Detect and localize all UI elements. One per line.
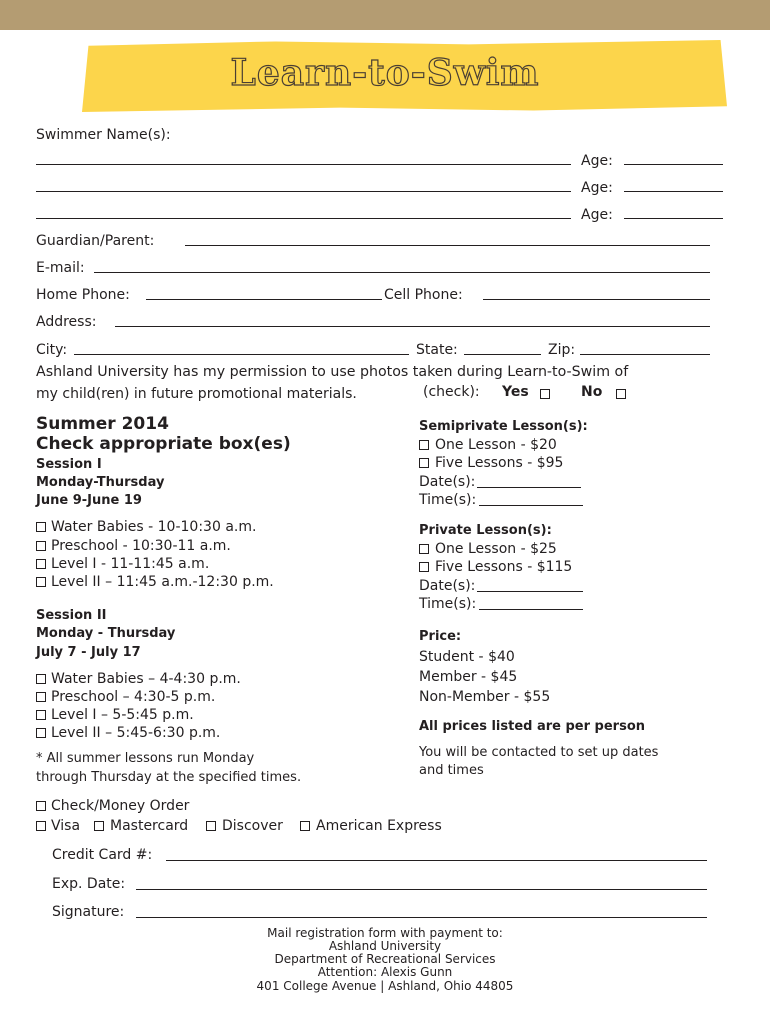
photo-permission-no-checkbox[interactable] [616, 389, 626, 399]
credit-card-label: Credit Card #: [52, 847, 153, 863]
permission-text-line2: my child(ren) in future promotional materials. [36, 386, 357, 402]
session1-level1-checkbox[interactable] [36, 559, 46, 569]
private-times-label: Time(s): [419, 596, 477, 612]
per-person-note: All prices listed are per person [419, 719, 646, 734]
semiprivate-option-label: One Lesson - $20 [435, 437, 557, 453]
semiprivate-dates-field[interactable] [477, 487, 581, 488]
cell-phone-label: Cell Phone: [384, 287, 463, 303]
state-label: State: [416, 342, 458, 358]
city-label: City: [36, 342, 68, 358]
credit-card-field[interactable] [166, 860, 707, 861]
private-dates-label: Date(s): [419, 578, 476, 594]
swimmer-names-label: Swimmer Name(s): [36, 127, 171, 143]
session1-title: Session I [36, 457, 102, 472]
semiprivate-dates-label: Date(s): [419, 474, 476, 490]
cell-phone-field[interactable] [483, 299, 710, 300]
private-times-field[interactable] [479, 609, 583, 610]
session1-class-label: Water Babies - 10-10:30 a.m. [51, 519, 257, 535]
age-field-2[interactable] [624, 191, 723, 192]
mastercard-checkbox[interactable] [94, 821, 104, 831]
home-phone-field[interactable] [146, 299, 382, 300]
age-label-2: Age: [581, 180, 613, 196]
age-field-3[interactable] [624, 218, 723, 219]
mailing-attention: Attention: Alexis Gunn [317, 965, 453, 979]
email-label: E-mail: [36, 260, 85, 276]
address-label: Address: [36, 314, 97, 330]
session1-class-label: Level II – 11:45 a.m.-12:30 p.m. [51, 574, 274, 590]
swimmer-name-field-3[interactable] [36, 218, 571, 219]
session1-days: Monday-Thursday [36, 475, 165, 490]
visa-checkbox[interactable] [36, 821, 46, 831]
check-money-order-label: Check/Money Order [51, 798, 190, 814]
session1-water-babies-checkbox[interactable] [36, 522, 46, 532]
private-title: Private Lesson(s): [419, 523, 552, 538]
session2-class-label: Water Babies – 4-4:30 p.m. [51, 671, 241, 687]
city-field[interactable] [74, 354, 409, 355]
session2-preschool-checkbox[interactable] [36, 692, 46, 702]
visa-label: Visa [51, 818, 81, 834]
home-phone-label: Home Phone: [36, 287, 130, 303]
signature-field[interactable] [136, 917, 707, 918]
private-dates-field[interactable] [477, 591, 583, 592]
address-field[interactable] [115, 326, 710, 327]
check-money-order-checkbox[interactable] [36, 801, 46, 811]
no-label: No [581, 384, 603, 400]
private-one-lesson-checkbox[interactable] [419, 544, 429, 554]
schedule-note-line1: * All summer lessons run Monday [36, 751, 255, 766]
email-field[interactable] [94, 272, 710, 273]
signature-label: Signature: [52, 904, 125, 920]
schedule-note-line2: through Thursday at the specified times. [36, 770, 302, 785]
mastercard-label: Mastercard [110, 818, 189, 834]
photo-permission-yes-checkbox[interactable] [540, 389, 550, 399]
swimmer-name-field-1[interactable] [36, 164, 571, 165]
yes-label: Yes [502, 384, 529, 400]
semiprivate-times-field[interactable] [479, 505, 583, 506]
private-option-label: Five Lessons - $115 [435, 559, 573, 575]
guardian-label: Guardian/Parent: [36, 233, 155, 249]
mailing-recipient: Ashland University [328, 939, 442, 953]
american-express-label: American Express [316, 818, 442, 834]
zip-label: Zip: [548, 342, 576, 358]
session1-class-label: Level I - 11-11:45 a.m. [51, 556, 210, 572]
semiprivate-option-label: Five Lessons - $95 [435, 455, 564, 471]
session1-class-label: Preschool - 10:30-11 a.m. [51, 538, 231, 554]
summer-heading: Summer 2014 [36, 414, 169, 434]
age-label-1: Age: [581, 153, 613, 169]
mailing-department: Department of Recreational Services [274, 952, 496, 966]
check-label: (check): [423, 384, 480, 400]
session2-level1-checkbox[interactable] [36, 710, 46, 720]
session2-title: Session II [36, 608, 107, 623]
age-field-1[interactable] [624, 164, 723, 165]
session2-class-label: Level II – 5:45-6:30 p.m. [51, 725, 221, 741]
session2-class-label: Preschool – 4:30-5 p.m. [51, 689, 216, 705]
exp-date-field[interactable] [136, 889, 707, 890]
state-field[interactable] [464, 354, 541, 355]
discover-checkbox[interactable] [206, 821, 216, 831]
age-label-3: Age: [581, 207, 613, 223]
session2-level2-checkbox[interactable] [36, 728, 46, 738]
session1-preschool-checkbox[interactable] [36, 541, 46, 551]
guardian-field[interactable] [185, 245, 710, 246]
exp-date-label: Exp. Date: [52, 876, 126, 892]
mailing-address: 401 College Avenue | Ashland, Ohio 44805 [256, 979, 514, 993]
session2-class-label: Level I – 5-5:45 p.m. [51, 707, 194, 723]
swimmer-name-field-2[interactable] [36, 191, 571, 192]
semiprivate-five-lessons-checkbox[interactable] [419, 458, 429, 468]
price-title: Price: [419, 629, 462, 644]
semiprivate-times-label: Time(s): [419, 492, 477, 508]
mailing-instruction: Mail registration form with payment to: [267, 926, 503, 940]
contact-note-line1: You will be contacted to set up dates [419, 745, 659, 760]
price-item: Student - $40 [419, 649, 515, 665]
price-item: Non-Member - $55 [419, 689, 551, 705]
private-five-lessons-checkbox[interactable] [419, 562, 429, 572]
semiprivate-one-lesson-checkbox[interactable] [419, 440, 429, 450]
page-title: Learn-to-Swim [230, 52, 540, 94]
price-item: Member - $45 [419, 669, 518, 685]
permission-text-line1: Ashland University has my permission to use photos taken during Learn-to-Swim of [36, 364, 629, 380]
session2-dates: July 7 - July 17 [36, 645, 141, 660]
semiprivate-title: Semiprivate Lesson(s): [419, 419, 588, 434]
contact-note-line2: and times [419, 763, 484, 778]
session1-level2-checkbox[interactable] [36, 577, 46, 587]
zip-field[interactable] [580, 354, 710, 355]
check-boxes-heading: Check appropriate box(es) [36, 434, 291, 454]
discover-label: Discover [222, 818, 283, 834]
top-color-bar [0, 0, 770, 30]
american-express-checkbox[interactable] [300, 821, 310, 831]
session2-water-babies-checkbox[interactable] [36, 674, 46, 684]
session2-days: Monday - Thursday [36, 626, 176, 641]
session1-dates: June 9-June 19 [36, 493, 142, 508]
private-option-label: One Lesson - $25 [435, 541, 557, 557]
